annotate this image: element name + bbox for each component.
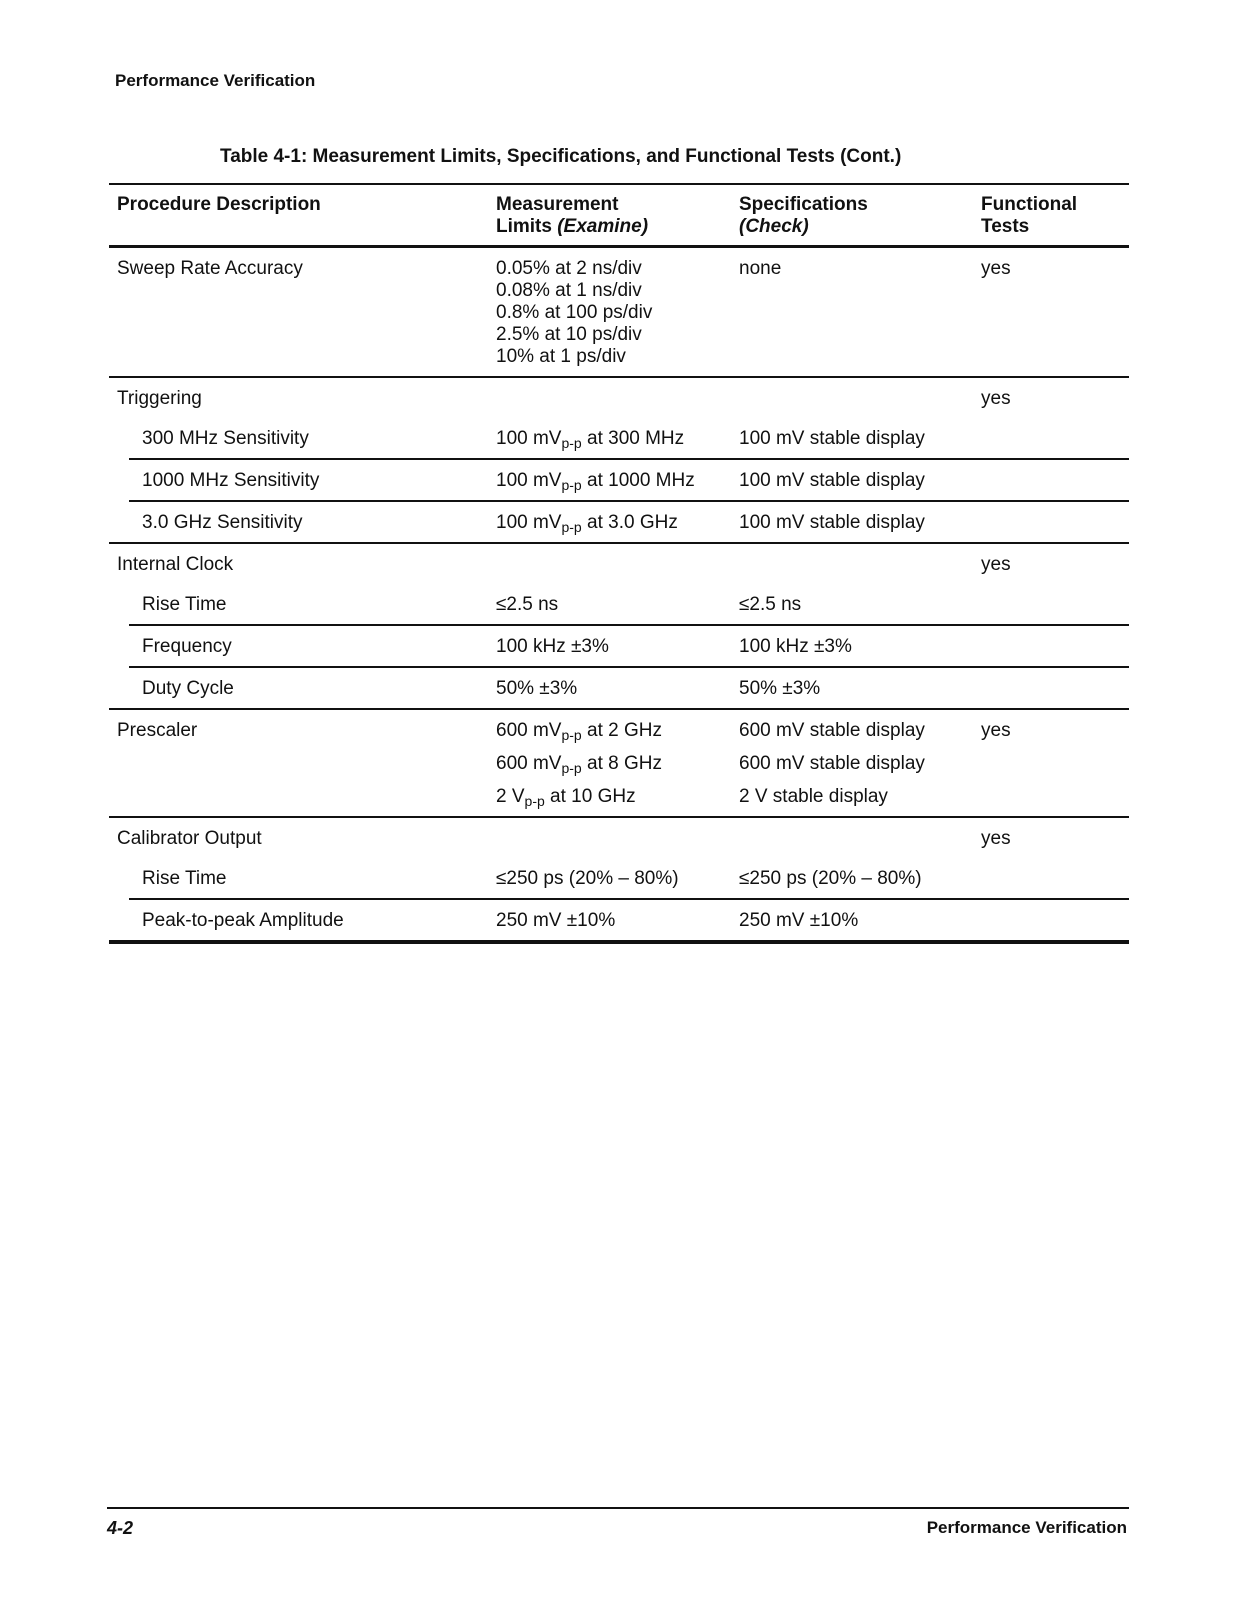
running-head: Performance Verification (115, 71, 316, 90)
header-procedure: Procedure Description (117, 194, 321, 215)
functional-cell: yes (981, 828, 1011, 849)
table-row (109, 668, 1129, 708)
header-limits: Measurement Limits (Examine) (496, 194, 649, 237)
table-row (109, 584, 1129, 624)
procedure-cell: 1000 MHz Sensitivity (142, 470, 320, 491)
spec-cell: 100 mV stable display (739, 470, 925, 491)
procedure-cell: Rise Time (142, 868, 227, 889)
spec-cell: 250 mV ±10% (739, 910, 859, 931)
spec-cell: ≤2.5 ns (739, 594, 802, 615)
spec-table (109, 183, 1129, 944)
limits-cell: 0.05% at 2 ns/div 0.08% at 1 ns/div 0.8% at 100 ps/div 2.5% at 10 ps/div 10% at 1 ps/div (496, 258, 653, 367)
functional-cell: yes (981, 554, 1011, 575)
procedure-cell: 3.0 GHz Sensitivity (142, 512, 303, 533)
functional-cell: yes (981, 258, 1011, 279)
table-row (109, 544, 1129, 584)
procedure-cell: Frequency (142, 636, 232, 657)
table-row (109, 378, 1129, 418)
limits-cell: 100 $mV_{p-p}$ at 3.0 GHz (496, 512, 678, 535)
functional-cell: yes (981, 388, 1011, 409)
table-row (109, 502, 1129, 542)
functional-cell: yes (981, 720, 1011, 741)
procedure-cell: Rise Time (142, 594, 227, 615)
procedure-cell: Sweep Rate Accuracy (117, 258, 303, 279)
header-functional: Functional Tests (981, 194, 1078, 237)
limits-cell: 50% ±3% (496, 678, 578, 699)
limits-cell: ≤250 ps (20% – 80%) (496, 868, 679, 889)
limits-cell: 100 $mV_{p-p}$ at 300 MHz (496, 428, 685, 451)
table-row (109, 818, 1129, 858)
limits-cell: 600 $mV_{p-p}$ at 2 GHz 600 $mV_{p-p}$ at 8 GHz 2 $V_{p-p}$ at 10 GHz (496, 720, 662, 809)
spec-cell: 100 kHz ±3% (739, 636, 852, 657)
table-row (109, 460, 1129, 500)
footer-rule (107, 1507, 1129, 1509)
spec-cell: 100 mV stable display (739, 428, 925, 449)
procedure-cell: Internal Clock (117, 554, 234, 575)
spec-cell: 100 mV stable display (739, 512, 925, 533)
table-row (109, 900, 1129, 940)
table-row (109, 710, 1129, 816)
table-header (109, 185, 1129, 245)
footer-title: Performance Verification (926, 1518, 1127, 1537)
table-row (109, 418, 1129, 458)
procedure-cell: Triggering (117, 388, 202, 409)
spec-cell: 50% ±3% (739, 678, 821, 699)
table-row (109, 626, 1129, 666)
procedure-cell: Duty Cycle (142, 678, 234, 699)
limits-cell: 100 $mV_{p-p}$ at 1000 MHz (496, 470, 695, 493)
table-row (109, 858, 1129, 898)
page-number: 4-2 (107, 1518, 134, 1538)
procedure-cell: 300 MHz Sensitivity (142, 428, 309, 449)
limits-cell: 100 kHz ±3% (496, 636, 609, 657)
table-row (109, 248, 1129, 376)
procedure-cell: Peak-to-peak Amplitude (142, 910, 344, 931)
table-caption: Table 4-1: Measurement Limits, Specifications, and Functional Tests (Cont.) (220, 146, 902, 167)
spec-cell: ≤250 ps (20% – 80%) (739, 868, 922, 889)
procedure-cell: Calibrator Output (117, 828, 262, 849)
header-specifications: Specifications (Check) (739, 194, 868, 237)
procedure-cell: Prescaler (117, 720, 198, 741)
limits-cell: ≤2.5 ns (496, 594, 559, 615)
spec-cell: 600 mV stable display 600 mV stable display 2 V stable display (739, 720, 925, 807)
spec-cell: none (739, 258, 782, 279)
limits-cell: 250 mV ±10% (496, 910, 616, 931)
table-bottom-rule (109, 940, 1129, 944)
